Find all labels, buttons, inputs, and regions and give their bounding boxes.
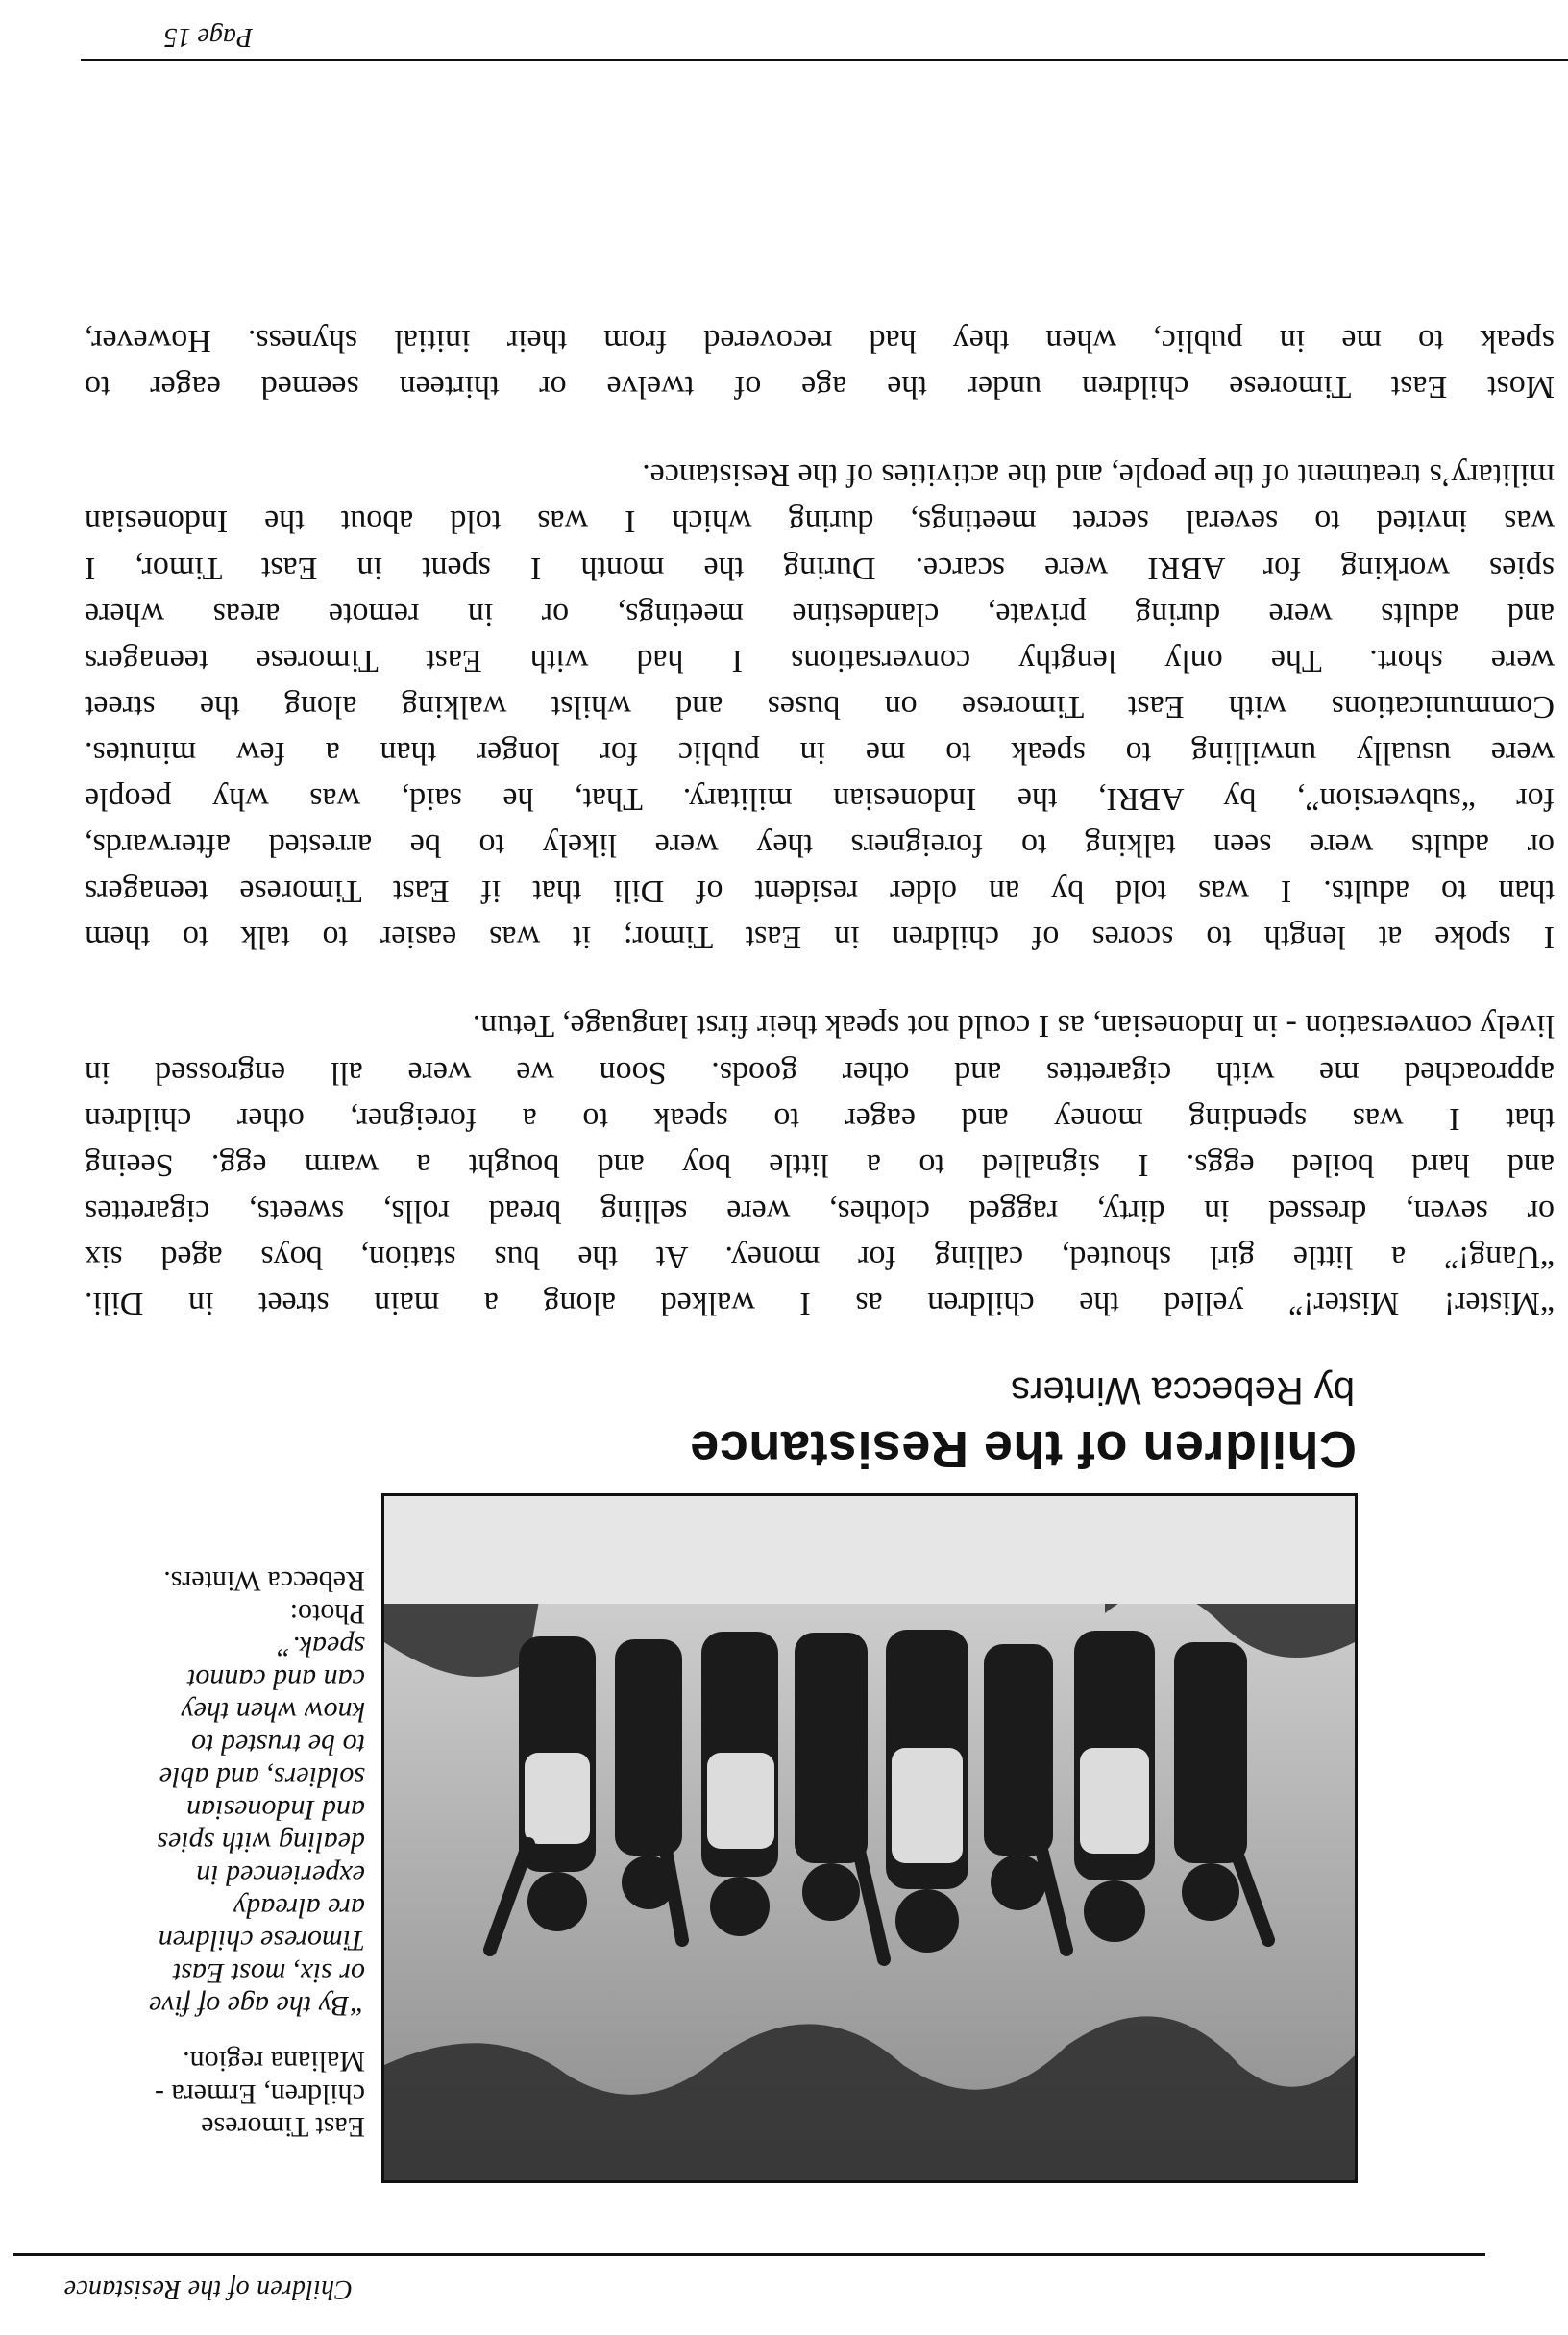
body-line: spies working for ABRI were scarce. During the month I spent in East Timor, I [85, 550, 1555, 586]
article-title: Children of the Resistance [689, 1420, 1357, 1478]
running-head: Children of the Resistance [63, 2274, 353, 2304]
body-line: “Uang!” a little girl shouted, calling for money. At the bus station, boys aged six [85, 1239, 1555, 1275]
photo-illustration [384, 1496, 1355, 2180]
paragraph-3 [85, 317, 1555, 409]
body-line: “Mister! Mister!” yelled the children as I walked along a main street in Dili. [85, 1286, 1555, 1321]
body-line: I spoke at length to scores of children in East Timor; it was easier to talk to them [85, 920, 1555, 956]
body-line: Most East Timorese children under the age of twelve or thirteen seemed eager to [85, 369, 1555, 406]
photo-credit-line: Photo: [289, 1598, 365, 1630]
body-line: were usually unwilling to speak to me in public for longer than a few minutes. [85, 734, 1555, 771]
body-line: lively conversation - in Indonesian, as I could not speak their first language, Tetun. [472, 1008, 1555, 1045]
caption-quote-line: and Indonesian [186, 1794, 365, 1826]
body-line: Communications with East Timorese on buses and whilst walking along the street [85, 688, 1555, 725]
body-line: military’s treatment of the people, and the activities of the Resistance. [642, 457, 1555, 494]
body-line: and hard boiled eggs. I signalled to a little boy and bought a warm egg. Seeing [85, 1146, 1555, 1183]
caption-line: Maliana region. [183, 2046, 365, 2077]
caption-quote-line: soldiers, and able [159, 1761, 365, 1793]
body-line: that I was spending money and eager to speak to a foreigner, other children [85, 1100, 1555, 1137]
body-line: was invited to several secret meetings, during which I was told about the Indonesian [85, 504, 1555, 540]
top-rule [13, 2253, 1485, 2256]
caption-line: children, Ermera - [154, 2078, 365, 2110]
article-body [85, 317, 1555, 1326]
body-line: or adults were seen talking to foreigners they were likely to be arrested afterwards, [85, 827, 1555, 864]
page-number: Page 15 [163, 22, 253, 52]
article-byline: by Rebecca Winters [1011, 1369, 1355, 1412]
caption-quote-line: or six, most East [172, 1957, 365, 1989]
body-line: than to adults. I was told by an older resident of Dili that if East Timorese teenagers [85, 873, 1555, 910]
caption-quote-line: experienced in [196, 1859, 365, 1891]
caption-quote-line: are already [233, 1892, 365, 1924]
body-line: speak to me in public, when they had recovered from their initial shyness. However, [85, 323, 1555, 359]
paragraph-1 [85, 1002, 1555, 1326]
caption-quote-line: know when they [181, 1696, 365, 1728]
photo-credit-line: Rebecca Winters. [163, 1565, 365, 1597]
caption-quote-line: Timorese children [158, 1925, 365, 1956]
caption-quote-line: can and cannot [187, 1663, 365, 1695]
body-line: for “subversion”, by ABRI, the Indonesian military. That, he said, was why people [85, 781, 1555, 818]
photo-caption [115, 1564, 365, 2143]
body-line: or seven, dressed in dirty, ragged clothes, were selling bread rolls, sweets, cigarettes [85, 1192, 1555, 1229]
body-line: approached me with cigarettes and other goods. Soon we were all engrossed in [85, 1054, 1555, 1091]
caption-quote-line: dealing with spies [157, 1827, 365, 1858]
children-photo [381, 1493, 1358, 2183]
caption-quote-line: speak.” [276, 1631, 365, 1662]
body-line: were short. The only lengthy conversations I had with East Timorese teenagers [85, 642, 1555, 678]
bottom-rule [81, 59, 1568, 61]
body-line: and adults were during private, clandestine meetings, or in remote areas where [85, 596, 1555, 632]
caption-quote-line: to be trusted to [191, 1729, 365, 1760]
caption-line: East Timorese [201, 2111, 365, 2143]
paragraph-2 [85, 452, 1555, 960]
caption-quote-line: “By the age of five [149, 1990, 365, 2022]
